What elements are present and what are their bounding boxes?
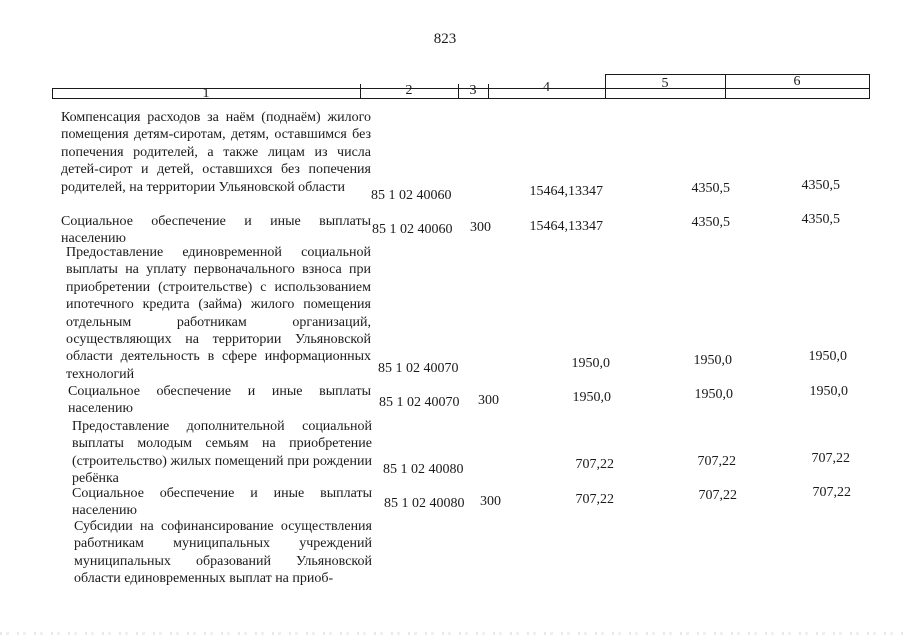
- row-value-col5: 1950,0: [694, 387, 733, 402]
- row-value-col5: 707,22: [697, 454, 736, 469]
- row-value-col5: 707,22: [698, 488, 737, 503]
- row-value-col4: 15464,13347: [529, 184, 603, 199]
- row-value-col4: 707,22: [575, 492, 614, 507]
- row-description: Компенсация расходов за наём (поднаём) жилого помещения детям-сиротам, детям, оставшимся без попечения родителей, а также лицам из числа детей-сирот и детей, оставшихся без попечения родителей, на территории Ульяновской области: [61, 110, 371, 195]
- column-header-6: 6: [793, 74, 801, 89]
- row-value-col5: 4350,5: [691, 181, 730, 196]
- row-type: 300: [478, 393, 499, 408]
- row-value-col5: 1950,0: [693, 353, 732, 368]
- column-header-2: 2: [405, 83, 413, 98]
- row-description: Социальное обеспечение и иные выплаты населению: [72, 486, 372, 519]
- row-value-col4: 707,22: [575, 457, 614, 472]
- row-code: 85 1 02 40060: [372, 222, 453, 237]
- row-description: Предоставление дополнительной социальной выплаты молодым семьям на приобретение (строительство) жилых помещений при рождении ребёнка: [72, 419, 372, 487]
- row-value-col6: 707,22: [811, 451, 850, 466]
- row-code: 85 1 02 40070: [379, 395, 460, 410]
- row-value-col4: 15464,13347: [529, 219, 603, 234]
- row-value-col4: 1950,0: [572, 390, 611, 405]
- row-value-col5: 4350,5: [691, 215, 730, 230]
- column-header-5: 5: [661, 76, 669, 91]
- row-code: 85 1 02 40080: [383, 462, 464, 477]
- row-description: Предоставление единовременной социальной выплаты на уплату первоначального взноса при приобретении (строительстве) с использованием ипотечного кредита (займа) жилого помещения отдельным работникам организаций, осуществляющих на территории Ульяновской области деятельность в сфере информационных технологий: [66, 245, 371, 382]
- header-divider: [869, 74, 870, 99]
- row-value-col4: 1950,0: [571, 356, 610, 371]
- row-code: 85 1 02 40070: [378, 361, 459, 376]
- column-header-3: 3: [469, 83, 477, 98]
- row-code: 85 1 02 40080: [384, 496, 465, 511]
- row-type: 300: [480, 494, 501, 509]
- row-value-col6: 1950,0: [808, 349, 847, 364]
- scan-artifact: [0, 632, 905, 635]
- row-value-col6: 707,22: [812, 485, 851, 500]
- column-header-1: 1: [202, 86, 210, 101]
- row-description: Социальное обеспечение и иные выплаты населению: [61, 214, 371, 247]
- row-type: 300: [470, 220, 491, 235]
- table-header: [52, 74, 870, 101]
- row-value-col6: 4350,5: [801, 212, 840, 227]
- row-code: 85 1 02 40060: [371, 188, 452, 203]
- row-value-col6: 1950,0: [809, 384, 848, 399]
- page-number: 823: [433, 31, 457, 47]
- row-value-col6: 4350,5: [801, 178, 840, 193]
- row-description: Социальное обеспечение и иные выплаты населению: [68, 384, 371, 417]
- column-header-4: 4: [543, 80, 550, 95]
- row-description: Субсидии на софинансирование осуществления работникам муниципальных учреждений муниципальных образований Ульяновской области единовременных выплат на приоб-: [74, 519, 372, 587]
